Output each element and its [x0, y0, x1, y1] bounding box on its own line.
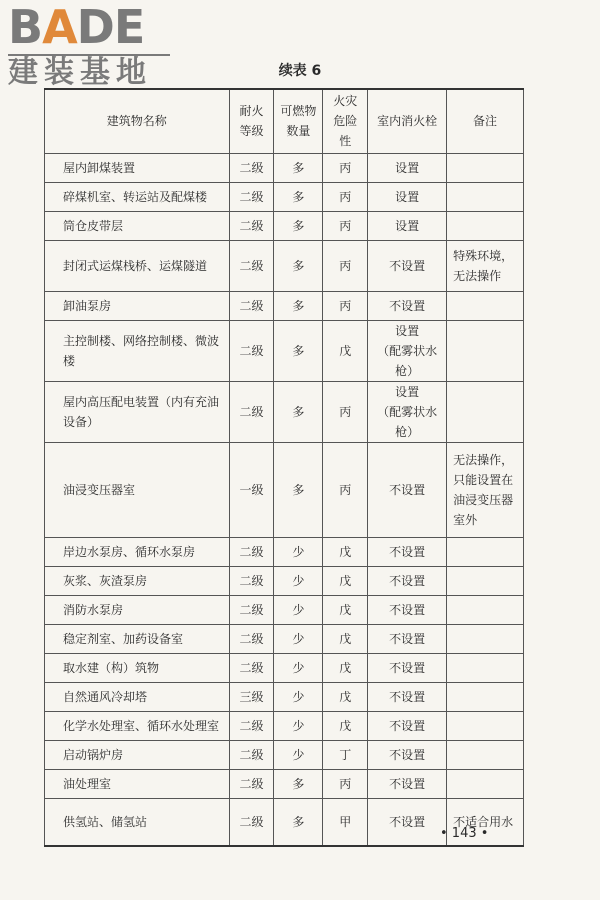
table-row: 自然通风冷却塔 三级 少 戊 不设置 [45, 682, 524, 711]
table-row: 稳定剂室、加药设备室 二级 少 戊 不设置 [45, 624, 524, 653]
table-row: 屋内高压配电装置（内有充油设备） 二级 多 丙 设置 （配雾状水枪） [45, 381, 524, 442]
table-row: 油浸变压器室 一级 多 丙 不设置 无法操作，只能设置在油浸变压器室外 [45, 442, 524, 537]
table-row: 屋内卸煤装置 二级 多 丙 设置 [45, 153, 524, 182]
table-header-row [45, 89, 524, 153]
table-row: 封闭式运煤栈桥、运煤隧道 二级 多 丙 不设置 特殊环境，无法操作 [45, 240, 524, 291]
fire-protection-table [44, 88, 524, 847]
table-row: 碎煤机室、转运站及配煤楼 二级 多 丙 设置 [45, 182, 524, 211]
table-row: 灰浆、灰渣泵房 二级 少 戊 不设置 [45, 566, 524, 595]
table-row: 筒仓皮带层 二级 多 丙 设置 [45, 211, 524, 240]
header-combustible-amount: 可燃物 数量 [274, 89, 323, 153]
table-row: 供氢站、储氢站 二级 多 甲 不设置 不适合用水 [45, 798, 524, 846]
header-fire-resistance: 耐火 等级 [229, 89, 274, 153]
logo-subtitle: 建装基地 [8, 55, 152, 90]
header-indoor-hydrant: 室内消火栓 [368, 89, 447, 153]
table-title: 续表 6 [278, 63, 322, 79]
table-row: 消防水泵房 二级 少 戊 不设置 [45, 595, 524, 624]
header-remark: 备注 [447, 89, 524, 153]
table-row: 卸油泵房 二级 多 丙 不设置 [45, 291, 524, 320]
header-fire-hazard: 火灾 危险性 [323, 89, 368, 153]
table-row: 取水建（构）筑物 二级 少 戊 不设置 [45, 653, 524, 682]
table-row: 主控制楼、网络控制楼、微波楼 二级 多 戊 设置 （配雾状水枪） [45, 320, 524, 381]
logo-wordmark: BADE [8, 0, 145, 54]
table-row: 油处理室 二级 多 丙 不设置 [45, 769, 524, 798]
page-number: • 143 • [440, 826, 489, 841]
table-row: 化学水处理室、循环水处理室 二级 少 戊 不设置 [45, 711, 524, 740]
table-row: 岸边水泵房、循环水泵房 二级 少 戊 不设置 [45, 537, 524, 566]
table-row: 启动锅炉房 二级 少 丁 不设置 [45, 740, 524, 769]
header-building-name: 建筑物名称 [45, 89, 230, 153]
